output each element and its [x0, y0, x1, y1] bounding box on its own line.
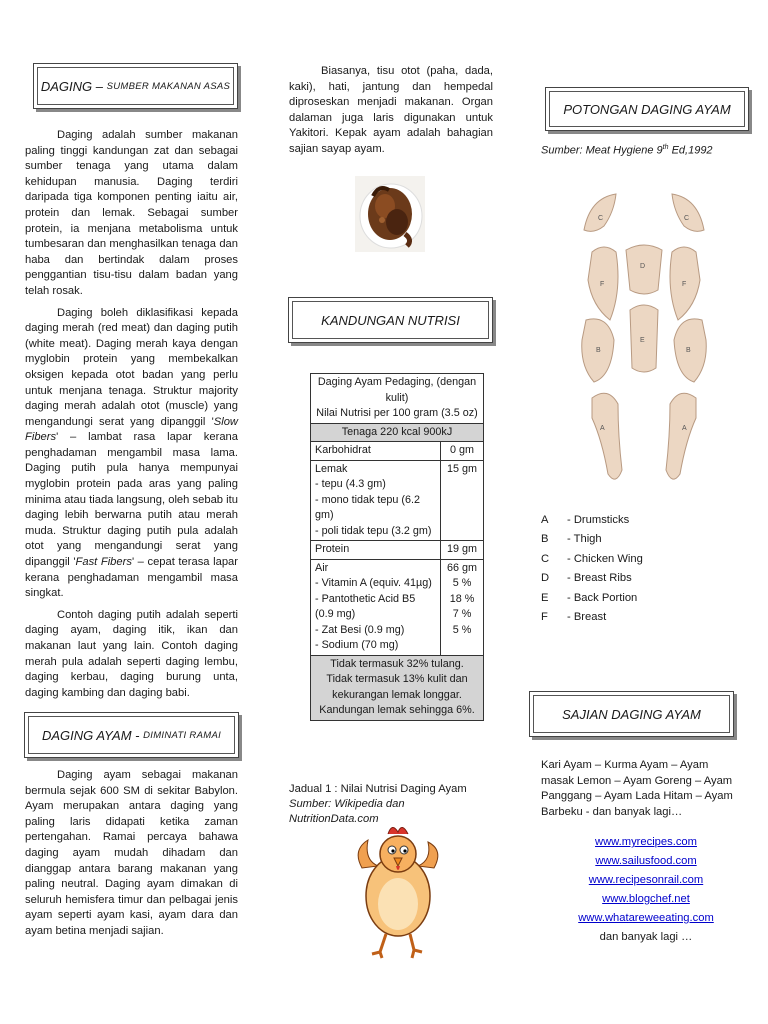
svg-text:E: E — [640, 337, 645, 344]
section-header-potongan — [545, 87, 749, 131]
section-header-sajian — [529, 691, 734, 737]
section-header-daging-ayam — [24, 712, 239, 758]
slow-fibers-term: Slow Fibers — [25, 415, 238, 444]
table-row: Protein 19 gm — [311, 541, 484, 560]
recipe-links — [560, 833, 732, 947]
middle-intro — [289, 64, 493, 158]
section-header-daging — [33, 63, 238, 109]
svg-text:B: B — [686, 347, 691, 354]
header2-main: DAGING AYAM - — [41, 727, 140, 743]
paragraph-organs: Biasanya, tisu otot (paha, dada, kaki), hati, jantung dan hempedal diproseskan menjadi makanan. Organ dalaman juga laris digunakan untuk Yakitori. Kepak ayam adalah bahagian sajian sayap ayam. — [289, 65, 493, 155]
table-caption: Jadual 1 : Nilai Nutrisi Daging Ayam Sumber: Wikipedia dan NutritionData.com — [289, 782, 493, 827]
table-row: Lemak - tepu (4.3 gm) - mono tidak tepu (6.2 gm) - poli tidak tepu (3.2 gm) 15 gm — [311, 460, 484, 541]
paragraph-intro: Daging adalah sumber makanan paling tinggi kandungan zat dan sebagai sumber tenaga yang utama dalam kehidupan manusia. Daging terdiri daripada tiga komponen penting iaitu air, protein dan lemak. Sebagai sumber protein, ia menjana metabolisma untuk tumbesaran dan menghasilkan tenaga dan haba dan bertindak dalam proses penggantian tisu-tisu dalam badan yang telah rosak. — [25, 129, 238, 297]
paragraph-history: Daging ayam sebagai makanan bermula sejak 600 SM di sekitar Babylon. Ayam merupakan antara daging yang paling laris didapati ketika zaman pertengahan. Ramai percaya bahawa daging ayam mudah dihadam dan dianggap antara barang makanan yang paling neutral. Daging ayam dimakan di seluruh hemisfera timur dan pelbagai jenis ayam seperti ayam kasi, ayam dara dan ayam betina menjadi sajian. — [25, 769, 238, 937]
svg-text:B: B — [596, 347, 601, 354]
header2-sub: DIMINATI RAMAI — [143, 729, 222, 741]
list-item: A - Drumsticks — [541, 514, 630, 526]
section-header-nutrisi — [288, 297, 493, 343]
roast-chicken-image — [355, 176, 425, 252]
header-nutrisi: KANDUNGAN NUTRISI — [321, 312, 460, 328]
more-text: dan banyak lagi … — [599, 931, 693, 943]
header-potongan: POTONGAN DAGING AYAM — [563, 101, 731, 117]
svg-text:A: A — [600, 425, 605, 432]
link-sailusfood[interactable]: www.sailusfood.com — [595, 855, 697, 867]
svg-text:F: F — [682, 281, 687, 288]
link-whatareweeating[interactable]: www.whatareweeating.com — [578, 912, 714, 924]
header-sajian: SAJIAN DAGING AYAM — [562, 706, 701, 722]
table-title: Daging Ayam Pedaging, (dengan kulit) Nilai Nutrisi per 100 gram (3.5 oz) — [311, 374, 484, 424]
svg-text:C: C — [598, 215, 604, 222]
list-item: E - Back Portion — [541, 591, 638, 604]
fast-fibers-term: Fast Fibers — [75, 556, 132, 569]
cartoon-chicken-image — [352, 820, 444, 960]
list-item: B - Thigh — [541, 533, 602, 546]
dishes-text: Kari Ayam – Kurma Ayam – Ayam masak Lemon – Ayam Goreng – Ayam Panggang – Ayam Lada Hitam – Ayam Barbeku - dan banyak lagi… — [541, 759, 733, 818]
cuts-source: Sumber: Meat Hygiene 9th Ed,1992 — [541, 144, 713, 157]
header-main: DAGING – — [40, 78, 103, 94]
table-row: Karbohidrat 0 gm — [311, 442, 484, 461]
link-myrecipes[interactable]: www.myrecipes.com — [595, 836, 697, 848]
nutrition-table — [310, 373, 484, 721]
link-blogchef[interactable]: www.blogchef.net — [602, 893, 690, 905]
list-item: D - Breast Ribs — [541, 572, 632, 585]
paragraph-examples: Contoh daging putih adalah seperti daging ayam, daging itik, ikan dan makanan laut yang lain. Contoh daging merah pula adalah seperti daging lembu, daging kerbau, daging burung unta, daging kambing dan daging babi. — [25, 608, 238, 699]
cuts-legend — [541, 511, 741, 627]
table-footer: Tidak termasuk 32% tulang. Tidak termasuk 13% kulit dan kekurangan lemak longgar. Kandungan lemak sehingga 6%. — [311, 655, 484, 720]
list-item: F - Breast — [541, 611, 607, 624]
header-sub: SUMBER MAKANAN ASAS — [106, 80, 231, 92]
svg-text:D: D — [640, 263, 646, 270]
svg-text:A: A — [682, 425, 687, 432]
left-body — [25, 128, 238, 701]
paragraph-classification: Daging boleh diklasifikasi kepada daging merah (red meat) dan daging putih (white meat). Daging merah kaya dengan myglobin protein yang membekalkan oksigen kepada otot badan yang perlu untuk menjana tenaga. Struktur majority daging merah adalah otot (muscle) yang mengandungi serat yang dipanggil 'Slow Fibers' – lambat rasa lapar kerana penghadaman mengambil masa lama. Daging putih pula hanya mempunyai myglobin protein pada aras yang paling minima atau tiada langsung, oleh sebab itu daging lebih berwarna putih atau merah muda. Struktur daging putih pula adalah otot yang mengandungi serat yang dipanggil 'Fast Fibers' – cepat terasa lapar kerana penghadaman mengambil masa singkat. — [25, 306, 238, 600]
svg-text:F: F — [600, 281, 605, 288]
table-source: Sumber: Wikipedia dan NutritionData.com — [289, 798, 405, 825]
list-item: C - Chicken Wing — [541, 552, 643, 565]
chicken-cuts-image — [574, 190, 714, 490]
table-row: Air - Vitamin A (equiv. 41µg) - Pantothetic Acid B5 (0.9 mg) - Zat Besi (0.9 mg) - Sodium (70 mg) 66 gm 5 % 18 % 7 % 5 % — [311, 559, 484, 655]
energy-row: Tenaga 220 kcal 900kJ — [311, 423, 484, 442]
svg-text:C: C — [684, 215, 690, 222]
link-recipesonrail[interactable]: www.recipesonrail.com — [588, 874, 704, 886]
left-body-2 — [25, 768, 238, 940]
